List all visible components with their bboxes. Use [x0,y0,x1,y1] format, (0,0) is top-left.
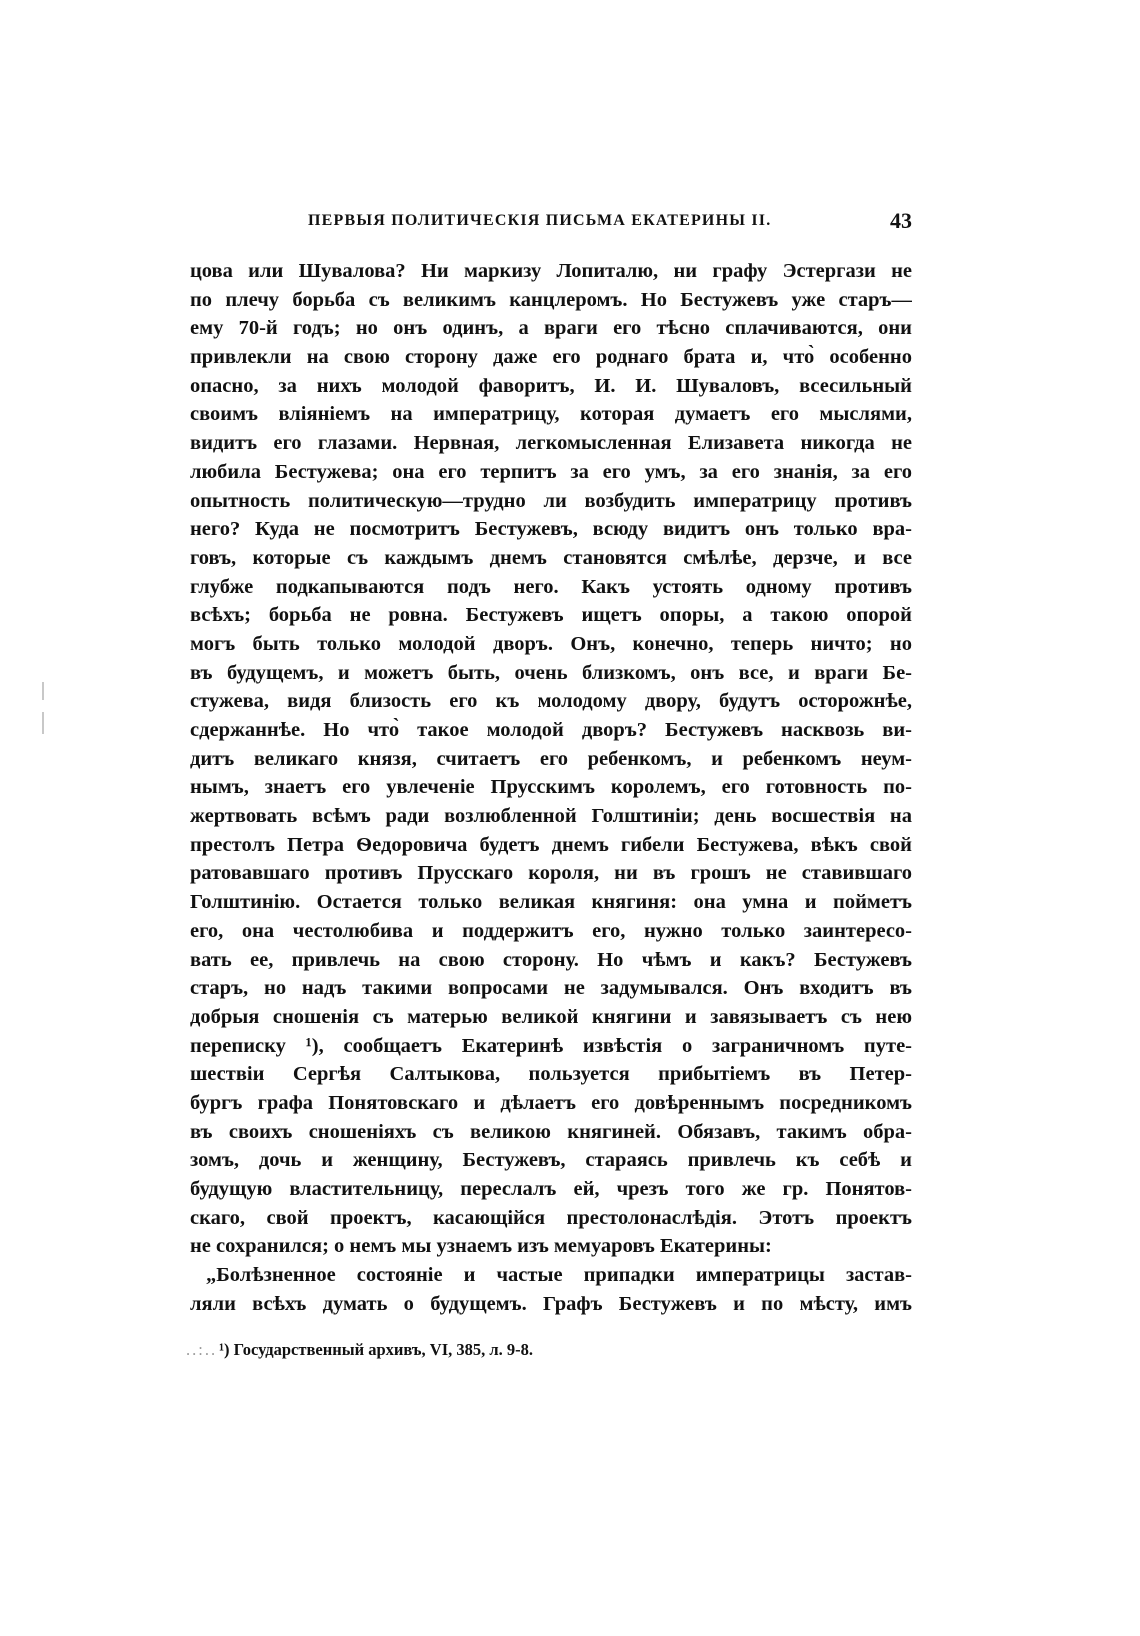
text-line: опасно, за нихъ молодой фаворитъ, И. И. Шуваловъ, всесильный [190,374,912,397]
text-line: будущую властительницу, переслалъ ей, чрезъ того же гр. Понятов- [190,1178,912,1200]
footnote-text: ¹) Государственный архивъ, VI, 385, л. 9-8. [219,1340,534,1359]
text-line: стужева, видя близость его къ молодому двору, будутъ осторожнѣе, [190,690,912,713]
text-line: не сохранился; о немъ мы узнаемъ изъ мемуаровъ Екатерины: [190,1235,772,1258]
text-line: цова или Шувалова? Ни маркизу Лопиталю, ни графу Эстергази не [190,260,912,282]
text-line: ляли всѣхъ думать о будущемъ. Графъ Бестужевъ и по мѣсту, имъ [190,1292,912,1315]
text-line: по плечу борьба съ великимъ канцлеромъ. Но Бестужевъ уже старъ— [190,288,912,311]
text-line: скаго, свой проектъ, касающійся престолонаслѣдія. Этотъ проектъ [190,1206,912,1229]
text-line: бургъ графа Понятовскаго и дѣлаетъ его довѣреннымъ посредникомъ [190,1091,912,1114]
text-line: дитъ великаго князя, считаетъ его ребенкомъ, и ребенкомъ неум- [190,747,912,770]
text-line: въ будущемъ, и можетъ быть, очень близкомъ, онъ все, и враги Бе- [190,661,912,684]
text-line: ему 70-й годъ; но онъ одинъ, а враги его тѣсно сплачиваются, они [190,317,912,340]
text-line: глубже подкапываются подъ него. Какъ устоять одному противъ [190,575,912,598]
scan-margin-mark [42,682,44,700]
text-line: своимъ вліяніемъ на императрицу, которая думаетъ его мыслями, [190,403,912,426]
text-line: привлекли на свою сторону даже его роднаго брата и, что̀ особенно [190,346,912,369]
scan-margin-mark [42,712,44,734]
text-line: шествіи Сергѣя Салтыкова, пользуется прибытіемъ въ Петер- [190,1063,912,1086]
text-line: всѣхъ; борьба не ровна. Бестужевъ ищетъ опоры, а такою опорой [190,604,912,627]
text-line: его, она честолюбива и поддержитъ его, нужно только заинтересо- [190,919,912,942]
running-title: ПЕРВЫЯ ПОЛИТИЧЕСКІЯ ПИСЬМА ЕКАТЕРИНЫ II. [308,212,772,229]
footnote-smudge: ..:.. [186,1340,218,1359]
text-line: говъ, которые съ каждымъ днемъ становятся смѣлѣе, дерзче, и все [190,546,912,569]
footnote [186,1340,912,1360]
body-text [190,257,912,1318]
text-line: жертвовать всѣмъ ради возлюбленной Голштиніи; день восшествія на [190,805,912,828]
page-number: 43 [890,208,912,233]
text-line: зомъ, дочь и женщину, Бестужевъ, стараясь привлечь къ себѣ и [190,1149,912,1172]
text-line: „Болѣзненное состояніе и частые припадки императрицы застав- [206,1264,912,1287]
text-line: любила Бестужева; она его терпитъ за его умъ, за его знанія, за его [190,460,912,483]
text-line: Голштинію. Остается только великая княгиня: она умна и пойметъ [190,891,912,914]
text-line: него? Куда не посмотритъ Бестужевъ, всюду видитъ онъ только вра- [190,518,912,541]
text-line: могъ быть только молодой дворъ. Онъ, конечно, теперь ничто; но [190,632,912,655]
text-line: добрыя сношенія съ матерью великой княгини и завязываетъ съ нею [190,1005,912,1028]
text-line: сдержаннѣе. Но что̀ такое молодой дворъ? Бестужевъ насквозь ви- [190,719,912,741]
text-line: опытность политическую—трудно ли возбудить императрицу противъ [190,489,912,512]
text-line: видитъ его глазами. Нервная, легкомысленная Елизавета никогда не [190,432,912,455]
text-line: нымъ, знаетъ его увлеченіе Прусскимъ королемъ, его готовность по- [190,776,912,799]
text-line: вать ее, привлечь на свою сторону. Но чѣмъ и какъ? Бестужевъ [190,948,912,971]
text-line: старъ, но надъ такими вопросами не задумывался. Онъ входитъ въ [190,977,912,1000]
text-line: престолъ Петра Ѳедоровича будетъ днемъ гибели Бестужева, вѣкъ свой [190,833,912,856]
text-line: въ своихъ сношеніяхъ съ великою княгиней. Обязавъ, такимъ обра- [190,1120,912,1143]
running-head [190,208,912,238]
text-line: переписку ¹), сообщаетъ Екатеринѣ извѣстія о заграничномъ путе- [190,1034,912,1057]
text-line: ратовавшаго противъ Прусскаго короля, ни въ грошъ не ставившаго [190,862,912,885]
